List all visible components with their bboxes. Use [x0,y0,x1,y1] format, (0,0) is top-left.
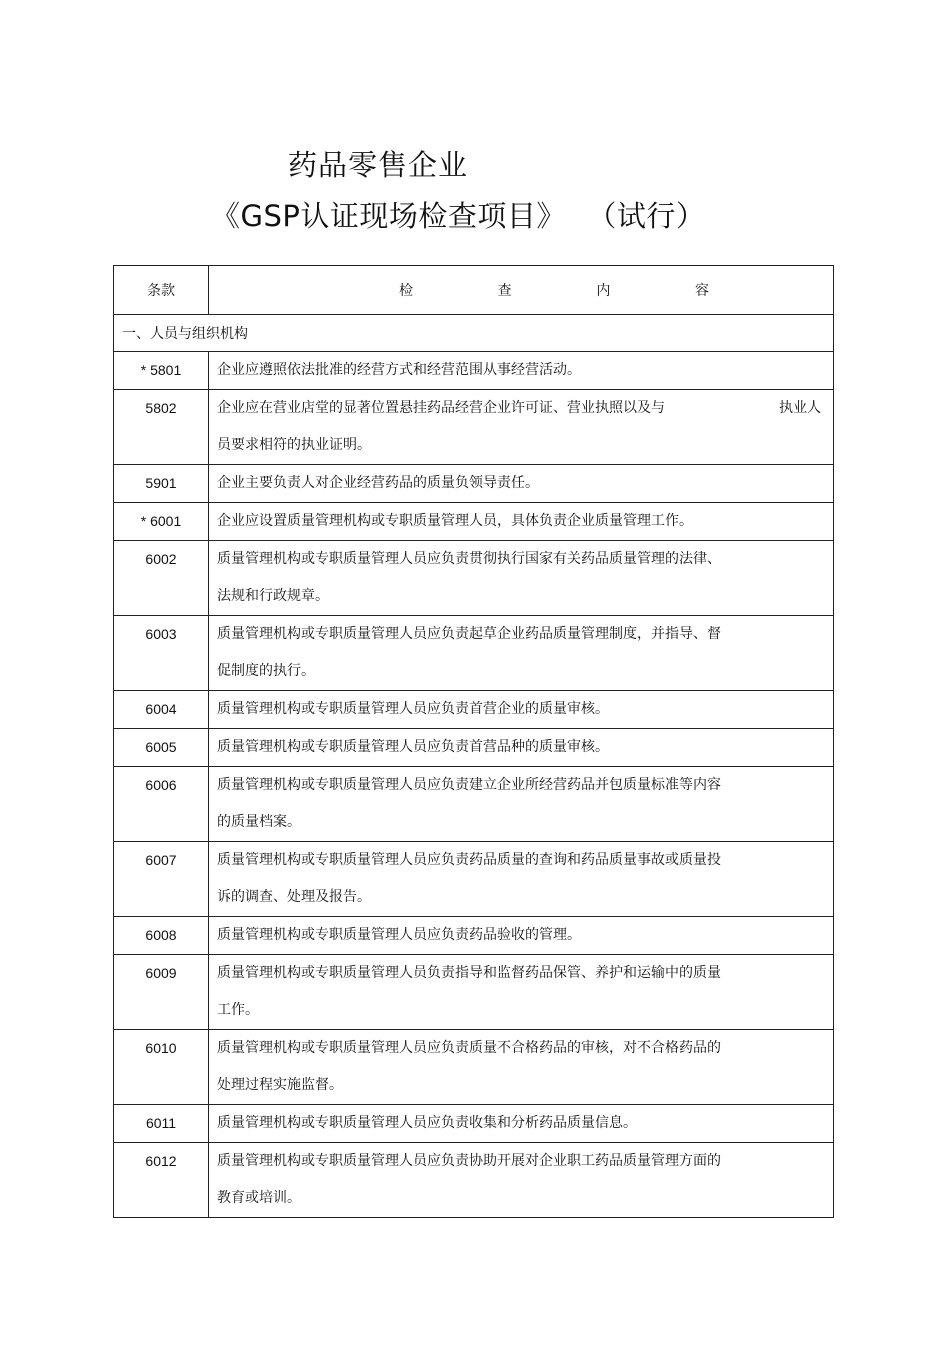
clause-code [114,767,209,842]
clause-code-text: 6012 [145,1153,177,1169]
content-line: 工作。 [217,1002,259,1018]
clause-content [209,955,834,1030]
table-row [114,503,834,541]
clause-content [209,842,834,917]
inspection-table [113,265,834,1218]
clause-code-text: 6005 [145,739,177,755]
clause-code-text: * 5801 [140,362,182,378]
clause-code [114,1030,209,1105]
content-line: 企业应设置质量管理机构或专职质量管理人员，具体负责企业质量管理工作。 [217,513,693,529]
clause-content [209,616,834,691]
clause-code-text: 6011 [145,1115,177,1131]
content-line: 质量管理机构或专职质量管理人员应负责贯彻执行国家有关药品质量管理的法律、 [217,551,721,567]
content-line: 质量管理机构或专职质量管理人员应负责质量不合格药品的审核，对不合格药品的 [217,1040,721,1056]
clause-code [114,352,209,390]
section-row [114,315,834,352]
content-line: 处理过程实施监督。 [217,1077,343,1093]
clause-code-text: 6008 [145,927,177,943]
clause-content [209,1143,834,1218]
clause-code-text: 5901 [145,475,177,491]
clause-code-text: * 6001 [140,513,182,529]
content-line: 质量管理机构或专职质量管理人员应负责起草企业药品质量管理制度，并指导、督 [217,626,721,642]
document-title: 药品零售企业 [288,148,469,182]
table-header-row [114,266,834,315]
clause-code [114,1143,209,1218]
content-line: 员要求相符的执业证明。 [217,437,371,453]
content-line: 质量管理机构或专职质量管理人员应负责收集和分析药品质量信息。 [217,1115,637,1131]
content-line-right: 执业人 [779,400,821,416]
clause-code [114,616,209,691]
content-line: 诉的调查、处理及报告。 [217,889,371,905]
table-row [114,616,834,691]
table-row [114,541,834,616]
content-line [217,390,821,427]
content-line: 质量管理机构或专职质量管理人员应负责首营品种的质量审核。 [217,739,609,755]
clause-code-text: 6004 [145,701,177,717]
clause-content [209,390,834,465]
content-line: 质量管理机构或专职质量管理人员应负责建立企业所经营药品并包质量标准等内容 [217,777,721,793]
table-row [114,767,834,842]
clause-code [114,541,209,616]
clause-content [209,917,834,955]
table-row [114,917,834,955]
content-line: 企业主要负责人对企业经营药品的质量负领导责任。 [217,475,539,491]
table-row [114,842,834,917]
clause-content [209,1105,834,1143]
content-line: 质量管理机构或专职质量管理人员应负责药品质量的查询和药品质量事故或质量投 [217,852,721,868]
header-code: 条款 [114,266,209,315]
content-line-left: 企业应在营业店堂的显著位置悬挂药品经营企业许可证、营业执照以及与 [217,400,665,416]
table-row [114,955,834,1030]
clause-code [114,691,209,729]
clause-content [209,541,834,616]
table-row [114,1143,834,1218]
table-row [114,1105,834,1143]
clause-code [114,842,209,917]
clause-content [209,352,834,390]
table-row [114,390,834,465]
content-line: 质量管理机构或专职质量管理人员应负责协助开展对企业职工药品质量管理方面的 [217,1153,721,1169]
header-char: 查 [497,283,512,299]
table-row [114,729,834,767]
content-line: 教育或培训。 [217,1190,301,1206]
content-line: 的质量档案。 [217,814,301,830]
table-row [114,691,834,729]
table-row [114,352,834,390]
header-content [209,266,834,315]
header-char: 内 [596,283,611,299]
subtitle-main: 《GSP认证现场检查项目》 [211,199,566,233]
clause-content [209,465,834,503]
content-line: 促制度的执行。 [217,663,315,679]
clause-code-text: 6009 [145,965,177,981]
clause-code-text: 6007 [145,852,177,868]
content-line: 质量管理机构或专职质量管理人员应负责药品验收的管理。 [217,927,581,943]
clause-content [209,691,834,729]
header-char: 容 [694,283,709,299]
clause-code [114,917,209,955]
header-char: 检 [399,283,413,299]
clause-content [209,503,834,541]
clause-code [114,465,209,503]
content-line: 质量管理机构或专职质量管理人员负责指导和监督药品保管、养护和运输中的质量 [217,965,721,981]
content-line: 质量管理机构或专职质量管理人员应负责首营企业的质量审核。 [217,701,609,717]
table-row [114,465,834,503]
clause-code-text: 6006 [145,777,177,793]
section-title: 一、人员与组织机构 [114,315,834,352]
clause-code-text: 6003 [145,626,177,642]
clause-content [209,767,834,842]
content-line: 法规和行政规章。 [217,588,329,604]
content-line: 企业应遵照依法批准的经营方式和经营范围从事经营活动。 [217,362,581,378]
clause-content [209,729,834,767]
clause-code [114,729,209,767]
clause-code-text: 5802 [145,400,177,416]
clause-code [114,955,209,1030]
subtitle-trial: （试行） [601,199,706,233]
clause-code [114,390,209,465]
document-subtitle [211,194,705,235]
table-row [114,1030,834,1105]
clause-code-text: 6010 [145,1040,177,1056]
clause-code-text: 6002 [145,551,177,567]
clause-code [114,503,209,541]
clause-code [114,1105,209,1143]
clause-content [209,1030,834,1105]
